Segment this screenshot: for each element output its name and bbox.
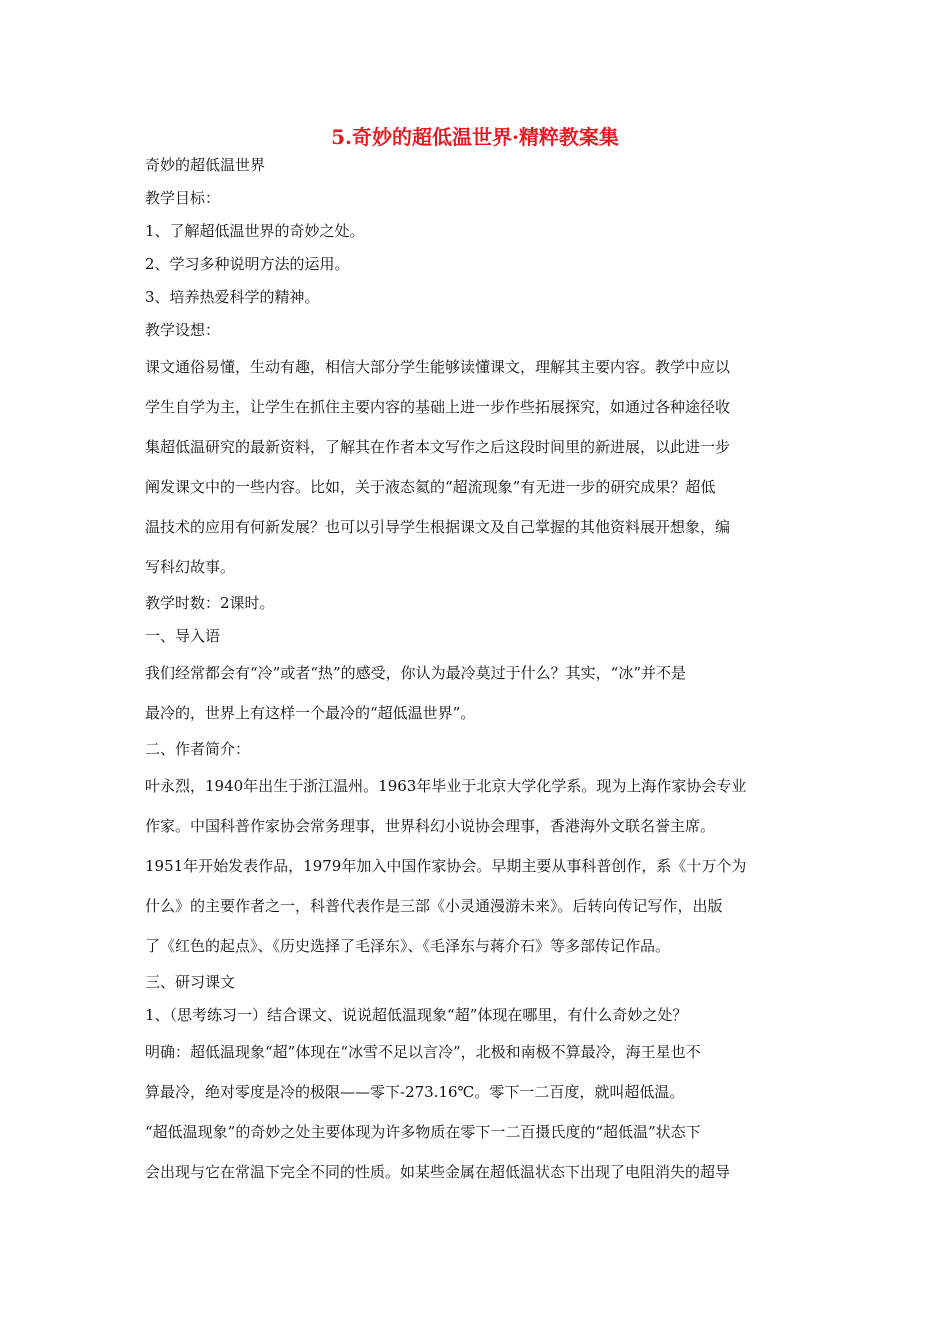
paragraph-line: 叶永烈，1940年出生于浙江温州。1963年毕业于北京大学化学系。现为上海作家协会专业 xyxy=(145,777,747,795)
paragraph-line: 阐发课文中的一些内容。比如，关于液态氦的“超流现象”有无进一步的研究成果？超低 xyxy=(145,478,716,496)
paragraph-line: 明确：超低温现象“超”体现在“冰雪不足以言冷”，北极和南极不算最冷，海王星也不 xyxy=(145,1043,701,1061)
paragraph-line: 作家。中国科普作家协会常务理事，世界科幻小说协会理事，香港海外文联名誉主席。 xyxy=(145,817,716,835)
section-heading-hours: 教学时数：2课时。 xyxy=(145,594,275,612)
paragraph-line: 集超低温研究的最新资料，了解其在作者本文写作之后这段时间里的新进展，以此进一步 xyxy=(145,438,731,456)
section-heading-author: 二、作者简介： xyxy=(145,740,251,758)
document-title: 5.奇妙的超低温世界·精粹教案集 xyxy=(331,125,619,149)
section-heading-design: 教学设想： xyxy=(145,321,221,339)
objective-item: 1、了解超低温世界的奇妙之处。 xyxy=(145,222,365,240)
paragraph-line: 了《红色的起点》、《历史选择了毛泽东》、《毛泽东与蒋介石》等多部传记作品。 xyxy=(145,937,671,955)
paragraph-line: 我们经常都会有“冷”或者“热”的感受，你认为最冷莫过于什么？其实，“冰”并不是 xyxy=(145,664,687,682)
lesson-heading: 奇妙的超低温世界 xyxy=(145,156,266,174)
objective-item: 2、学习多种说明方法的运用。 xyxy=(145,255,350,273)
paragraph-line: 什么》的主要作者之一，科普代表作是三部《小灵通漫游未来》。后转向传记写作，出版 xyxy=(145,897,723,915)
section-heading-study: 三、研习课文 xyxy=(145,973,236,991)
paragraph-line: 写科幻故事。 xyxy=(145,558,236,576)
paragraph-line: 会出现与它在常温下完全不同的性质。如某些金属在超低温状态下出现了电阻消失的超导 xyxy=(145,1163,731,1181)
paragraph-line: 学生自学为主，让学生在抓住主要内容的基础上进一步作些拓展探究，如通过各种途径收 xyxy=(145,398,731,416)
paragraph-line: 温技术的应用有何新发展？也可以引导学生根据课文及自己掌握的其他资料展开想象，编 xyxy=(145,518,731,536)
section-heading-intro: 一、导入语 xyxy=(145,627,221,645)
paragraph-line: 算最冷，绝对零度是冷的极限——零下-273.16℃。零下一二百度，就叫超低温。 xyxy=(145,1083,685,1101)
section-heading-objectives: 教学目标： xyxy=(145,189,221,207)
paragraph-line: 课文通俗易懂，生动有趣，相信大部分学生能够读懂课文，理解其主要内容。教学中应以 xyxy=(145,358,731,376)
objective-item: 3、培养热爱科学的精神。 xyxy=(145,288,320,306)
paragraph-line: 1951年开始发表作品，1979年加入中国作家协会。早期主要从事科普创作，系《十万个为 xyxy=(145,857,747,875)
document-body xyxy=(145,149,810,1192)
paragraph-line: “超低温现象”的奇妙之处主要体现为许多物质在零下一二百摄氏度的“超低温”状态下 xyxy=(145,1123,701,1141)
question-item: 1、（思考练习一）结合课文、说说超低温现象“超”体现在哪里，有什么奇妙之处？ xyxy=(145,1006,688,1024)
paragraph-line: 最冷的，世界上有这样一个最冷的“超低温世界”。 xyxy=(145,704,476,722)
